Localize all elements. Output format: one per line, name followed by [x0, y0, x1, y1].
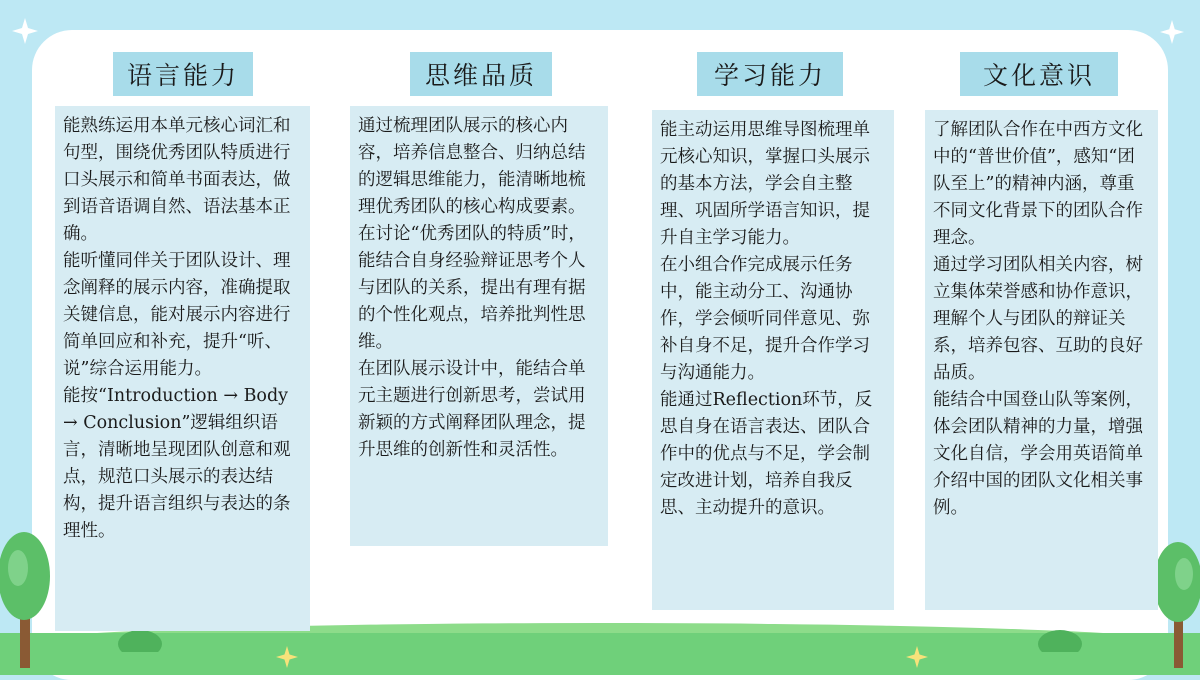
bush-icon: [1038, 628, 1082, 652]
paragraph: 能听懂同伴关于团队设计、理念阐释的展示内容，准确提取关键信息，能对展示内容进行简单回应和补充，提升“听、说”综合运用能力。: [63, 251, 291, 379]
sparkle-icon: [1160, 20, 1184, 44]
tree-icon: [0, 528, 52, 668]
column-title-text: 学习能力: [713, 61, 826, 90]
column-title-language-ability: [113, 52, 253, 96]
column-title-text: 语言能力: [126, 61, 239, 90]
column-title-text: 文化意识: [982, 61, 1095, 90]
paragraph: 在小组合作完成展示任务中，能主动分工、沟通协作，学会倾听同伴意见、弥补自身不足，提升合作学习与沟通能力。: [660, 255, 870, 383]
paragraph: 能熟练运用本单元核心词汇和句型，围绕优秀团队特质进行口头展示和简单书面表达，做到语音语调自然、语法基本正确。: [63, 116, 291, 244]
column-content-learning-ability: [652, 110, 894, 610]
column-content-cultural-awareness: [925, 110, 1158, 610]
paragraph: 通过学习团队相关内容，树立集体荣誉感和协作意识，理解个人与团队的辩证关系，培养包容、互助的良好品质。: [933, 255, 1143, 383]
paragraph: 能通过Reflection环节，反思自身在语言表达、团队合作中的优点与不足，学会制定改进计划，培养自我反思、主动提升的意识。: [660, 390, 873, 518]
paragraph: 通过梳理团队展示的核心内容，培养信息整合、归纳总结的逻辑思维能力，能清晰地梳理优秀团队的核心构成要素。: [358, 116, 586, 217]
bush-icon: [118, 628, 162, 652]
column-content-language-ability: [55, 106, 310, 631]
sparkle-icon: [276, 646, 298, 668]
paragraph: 了解团队合作在中西方文化中的“普世价值”，感知“团队至上”的精神内涵，尊重不同文化背景下的团队合作理念。: [933, 120, 1143, 248]
column-title-learning-ability: [697, 52, 843, 96]
column-title-thinking-quality: [410, 52, 552, 96]
grass-ground: [0, 633, 1200, 675]
paragraph: 能按“Introduction → Body → Conclusion”逻辑组织语言，清晰地呈现团队创意和观点，规范口头展示的表达结构，提升语言组织与表达的条理性。: [63, 386, 291, 541]
tree-icon: [1152, 538, 1200, 668]
column-title-text: 思维品质: [424, 61, 537, 90]
paragraph: 在讨论“优秀团队的特质”时，能结合自身经验辩证思考个人与团队的关系，提出有理有据的个性化观点，培养批判性思维。: [358, 224, 586, 352]
column-title-cultural-awareness: [960, 52, 1118, 96]
column-content-thinking-quality: [350, 106, 608, 546]
paragraph: 能结合中国登山队等案例，体会团队精神的力量，增强文化自信，学会用英语简单介绍中国的团队文化相关事例。: [933, 390, 1143, 518]
paragraph: 在团队展示设计中，能结合单元主题进行创新思考，尝试用新颖的方式阐释团队理念，提升思维的创新性和灵活性。: [358, 359, 586, 460]
sparkle-icon: [906, 646, 928, 668]
paragraph: 能主动运用思维导图梳理单元核心知识，掌握口头展示的基本方法，学会自主整理、巩固所学语言知识，提升自主学习能力。: [660, 120, 870, 248]
sparkle-icon: [12, 18, 38, 44]
